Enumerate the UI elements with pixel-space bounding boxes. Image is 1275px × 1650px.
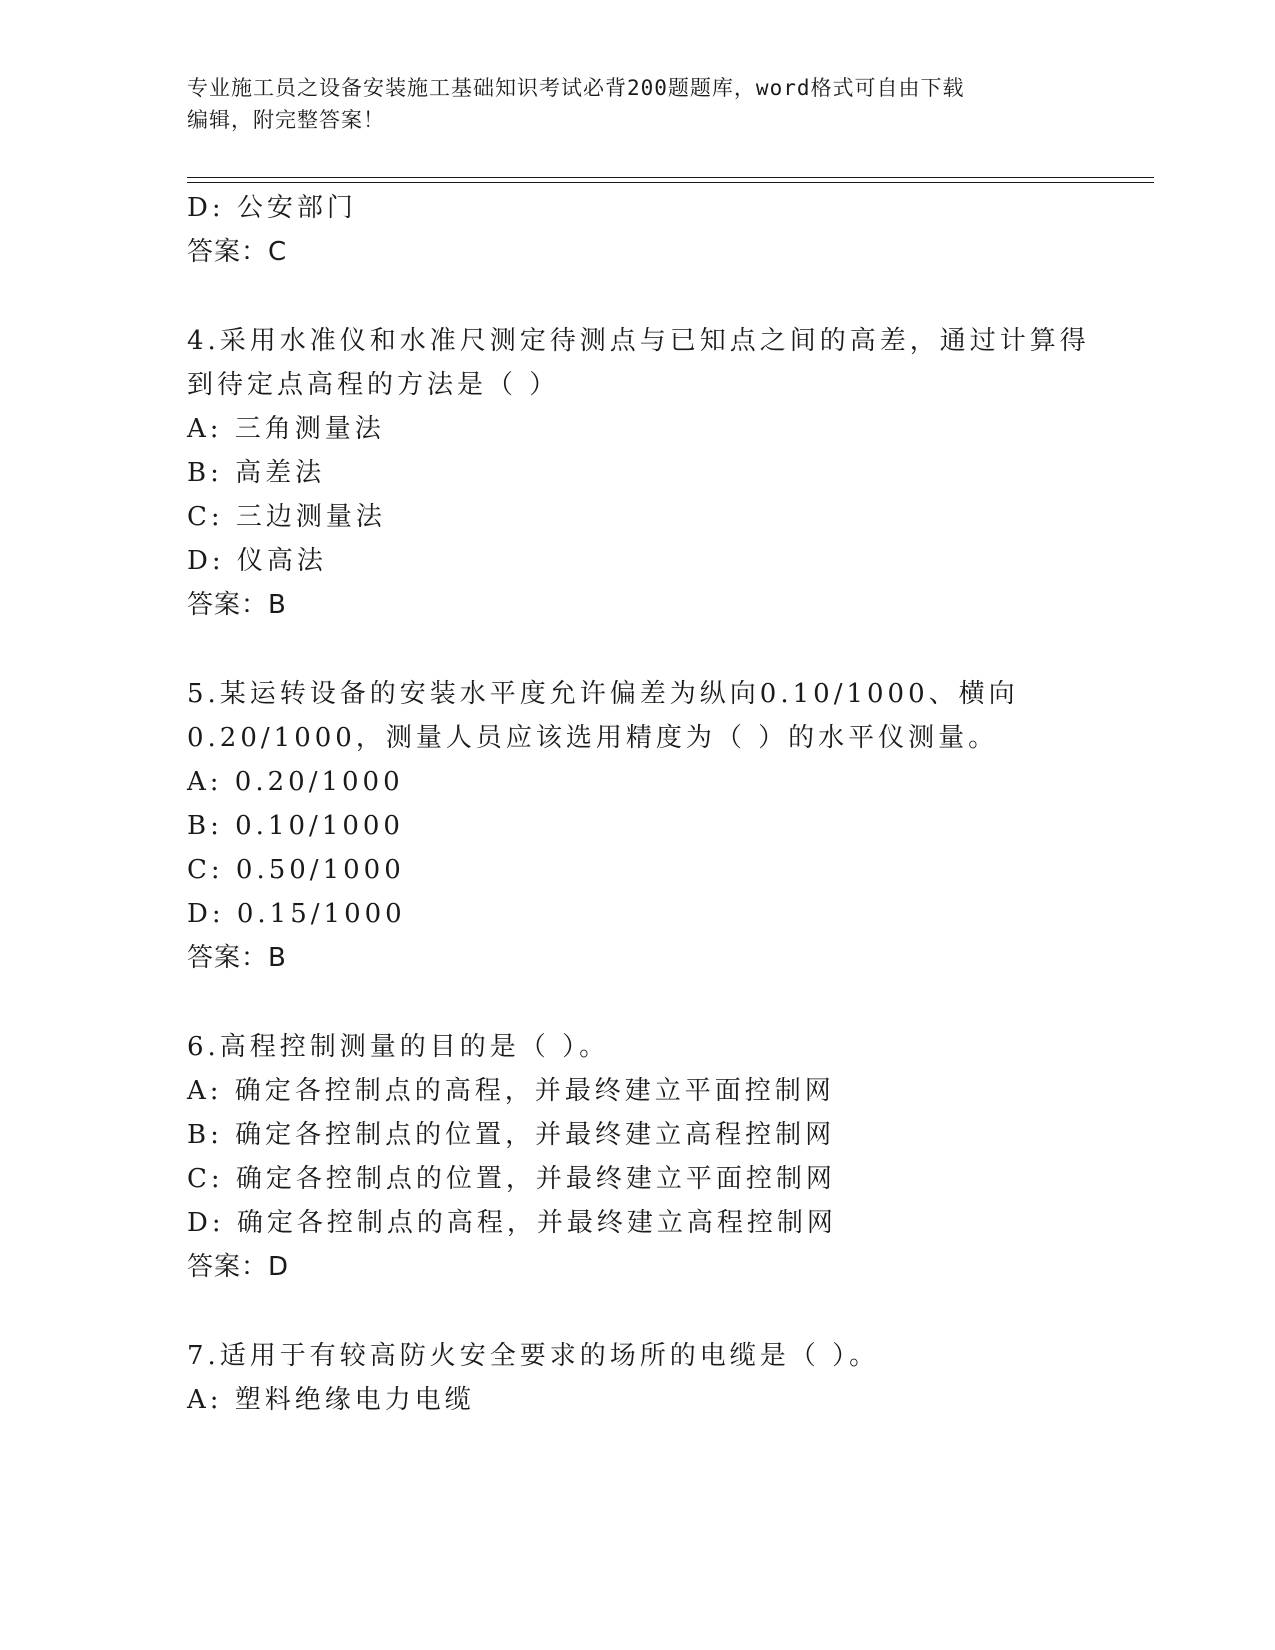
- header-divider-bottom: [187, 182, 1154, 183]
- q6-option-d: D: 确定各控制点的高程，并最终建立高程控制网: [187, 1208, 837, 1238]
- q4-answer: 答案：B: [187, 590, 287, 620]
- q5-stem-line-2: 0.20/1000，测量人员应该选用精度为（ ）的水平仪测量。: [187, 723, 999, 753]
- q6-option-b: B: 确定各控制点的位置，并最终建立高程控制网: [187, 1120, 836, 1150]
- q4-option-a: A: 三角测量法: [187, 414, 385, 444]
- q4-option-b: B: 高差法: [187, 458, 326, 488]
- q5-option-a: A: 0.20/1000: [187, 767, 404, 797]
- q7-stem-line-1: 7.适用于有较高防火安全要求的场所的电缆是（ ）。: [187, 1341, 880, 1371]
- q7-option-a: A: 塑料绝缘电力电缆: [187, 1385, 475, 1415]
- q6-option-c: C: 确定各控制点的位置，并最终建立平面控制网: [187, 1164, 836, 1194]
- header-divider-top: [187, 177, 1154, 178]
- q6-answer: 答案：D: [187, 1252, 290, 1282]
- q4-option-c: C: 三边测量法: [187, 502, 386, 532]
- q3-option-d: D: 公安部门: [187, 193, 357, 223]
- header-title-line-2: 编辑，附完整答案！: [187, 108, 385, 132]
- q4-stem-line-2: 到待定点高程的方法是（ ）: [187, 370, 560, 400]
- q4-stem-line-1: 4.采用水准仪和水准尺测定待测点与已知点之间的高差，通过计算得: [187, 326, 1090, 356]
- header-title-line-1: 专业施工员之设备安装施工基础知识考试必背200题题库，word格式可自由下载: [187, 76, 965, 100]
- page-header: [187, 72, 1067, 136]
- q4-option-d: D: 仪高法: [187, 546, 327, 576]
- q6-stem-line-1: 6.高程控制测量的目的是（ ）。: [187, 1032, 610, 1062]
- q6-option-a: A: 确定各控制点的高程，并最终建立平面控制网: [187, 1076, 835, 1106]
- q5-option-b: B: 0.10/1000: [187, 811, 404, 841]
- q5-option-d: D: 0.15/1000: [187, 899, 406, 929]
- q5-answer: 答案：B: [187, 943, 287, 973]
- q3-answer: 答案：C: [187, 237, 288, 267]
- q5-option-c: C: 0.50/1000: [187, 855, 405, 885]
- q5-stem-line-1: 5.某运转设备的安装水平度允许偏差为纵向0.10/1000、横向: [187, 679, 1019, 709]
